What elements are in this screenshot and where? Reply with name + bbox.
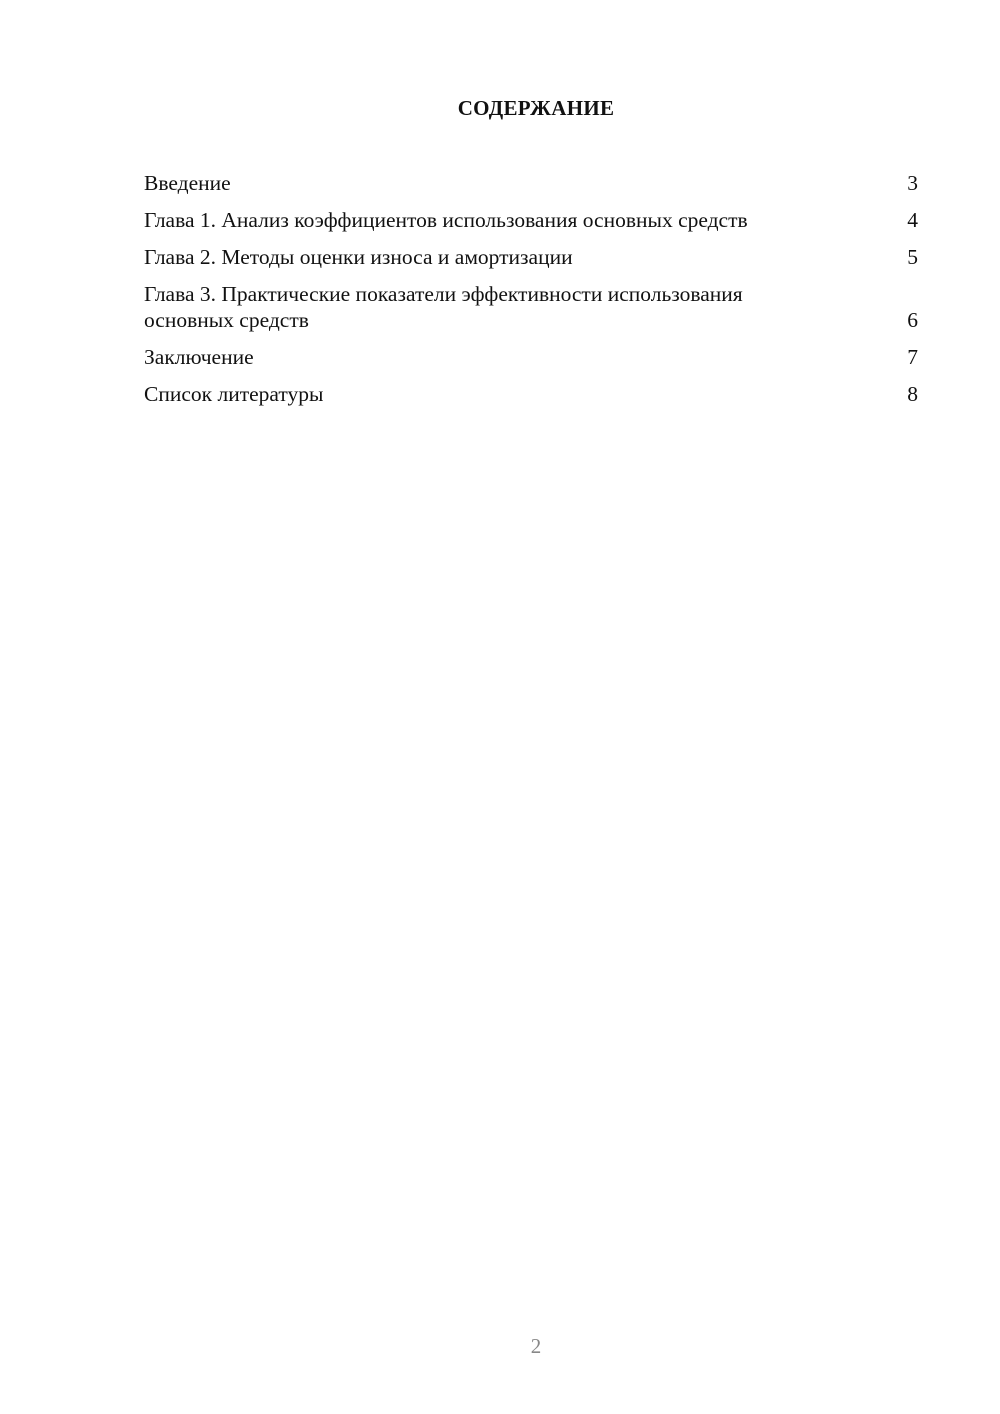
toc-entry-title: Список литературы <box>144 382 324 406</box>
page-number: 2 <box>530 1334 542 1358</box>
toc-entry-title: Глава 3. Практические показатели эффективности использования основных средств <box>144 282 743 332</box>
toc-entry-page: 7 <box>907 345 918 369</box>
toc-entry-page: 6 <box>907 308 918 332</box>
toc-entry-conclusion <box>144 344 918 370</box>
toc-entry-title: Глава 1. Анализ коэффициентов использования основных средств <box>144 208 748 232</box>
toc-entry-page: 4 <box>907 208 918 232</box>
toc-entry-page: 8 <box>907 382 918 406</box>
toc-entry-page: 3 <box>907 171 918 195</box>
toc-entry-title: Глава 2. Методы оценки износа и амортизации <box>144 245 573 269</box>
toc-entry-introduction <box>144 170 918 196</box>
toc-entry-chapter-1 <box>144 207 918 233</box>
toc-entry-page: 5 <box>907 245 918 269</box>
toc-entry-chapter-3 <box>144 281 918 333</box>
toc-entry-bibliography <box>144 381 918 407</box>
toc-entry-title: Заключение <box>144 345 254 369</box>
page-title: СОДЕРЖАНИЕ <box>457 96 615 120</box>
table-of-contents <box>144 170 918 418</box>
toc-entry-chapter-2 <box>144 244 918 270</box>
toc-entry-title: Введение <box>144 171 231 195</box>
